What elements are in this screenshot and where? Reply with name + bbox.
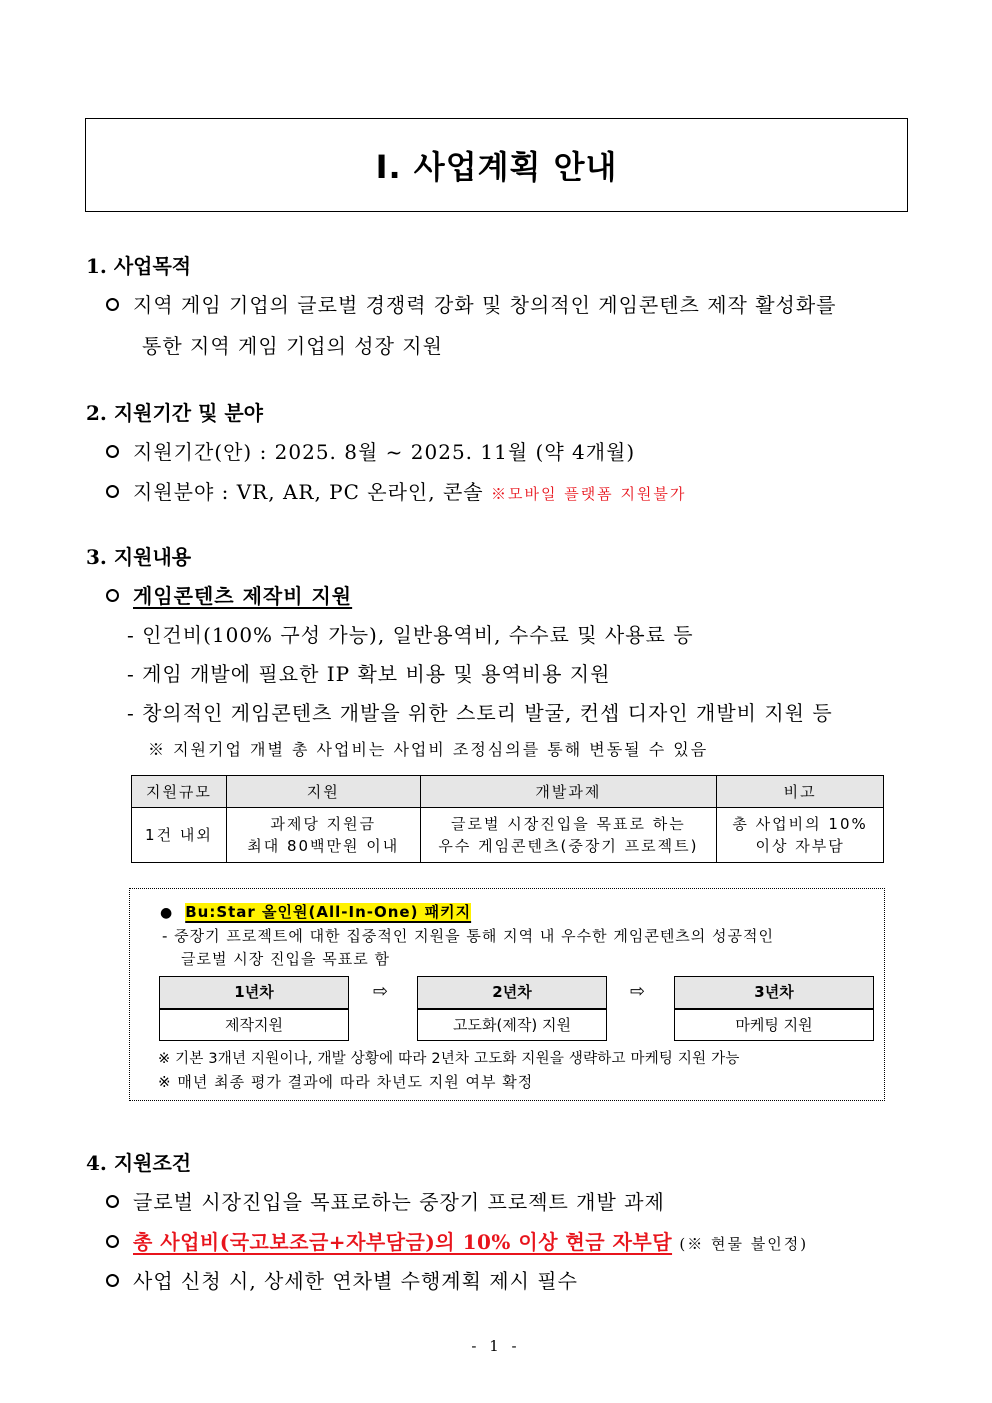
title-box — [85, 118, 908, 212]
right-arrow-icon: ⇨ — [373, 981, 389, 1002]
package-desc-2: 글로벌 시장 진입을 목표로 함 — [181, 950, 390, 968]
circle-bullet-icon — [106, 445, 119, 458]
in-kind-not-accepted-note: (※ 현물 불인정) — [679, 1235, 809, 1253]
condition-text-3: 사업 신청 시, 상세한 연차별 수행계획 제시 필수 — [133, 1269, 578, 1293]
section-3-heading: 3. 지원내용 — [86, 545, 192, 569]
table-cell — [226, 808, 420, 863]
condition-text-2: 총 사업비(국고보조금+자부담금)의 10% 이상 현금 자부담 — [133, 1230, 673, 1254]
table-header: 비고 — [717, 776, 884, 808]
condition-text-1: 글로벌 시장진입을 목표로하는 중장기 프로젝트 개발 과제 — [133, 1190, 665, 1214]
table-header: 개발과제 — [420, 776, 717, 808]
stage-2-label: 고도화(제작) 지원 — [417, 1009, 607, 1041]
circle-bullet-icon — [106, 298, 119, 311]
support-period-text: 지원기간(안) : 2025. 8월 ~ 2025. 11월 (약 4개월) — [133, 440, 636, 464]
table-row — [132, 808, 884, 863]
stage-2-year: 2년차 — [417, 976, 607, 1009]
cell-text: 총 사업비의 10% — [732, 815, 868, 833]
package-title-line — [160, 901, 471, 922]
dash-item-3: - 창의적인 게임콘텐츠 개발을 위한 스토리 발굴, 컨셉 디자인 개발비 지원 등 — [127, 701, 833, 725]
cell-text: 과제당 지원금 — [270, 815, 377, 833]
package-note-1: ※ 기본 3개년 지원이나, 개발 상황에 따라 2년차 고도화 지원을 생략하고 마케팅 지원 가능 — [158, 1051, 740, 1067]
package-desc-1: - 중장기 프로젝트에 대한 집중적인 지원을 통해 지역 내 우수한 게임콘텐츠의 성공적인 — [162, 927, 775, 945]
stage-1-year: 1년차 — [159, 976, 349, 1009]
cell-text: 우수 게임콘텐츠(중장기 프로젝트) — [438, 837, 699, 855]
condition-item-2 — [106, 1226, 808, 1255]
stage-3-year: 3년차 — [674, 976, 874, 1009]
dot-bullet-icon: ● — [160, 905, 174, 921]
support-period — [106, 436, 635, 465]
package-title: Bu:Star 올인원(All-In-One) 패키지 — [185, 903, 472, 921]
stage-3-label: 마케팅 지원 — [674, 1009, 874, 1041]
page-number: - 1 - — [471, 1337, 521, 1355]
cell-text: 1건 내외 — [145, 826, 213, 844]
support-table — [131, 775, 884, 863]
mobile-not-supported-note: ※모바일 플랫폼 지원불가 — [490, 485, 687, 503]
circle-bullet-icon — [106, 485, 119, 498]
circle-bullet-icon — [106, 1235, 119, 1248]
package-box — [129, 888, 885, 1101]
section-4-heading: 4. 지원조건 — [86, 1151, 192, 1175]
section-2-heading: 2. 지원기간 및 분야 — [86, 401, 264, 425]
support-field — [106, 476, 686, 505]
cell-text: 글로벌 시장진입을 목표로 하는 — [451, 815, 686, 833]
condition-item-3 — [106, 1265, 578, 1294]
table-cell — [717, 808, 884, 863]
subheading-text: 게임콘텐츠 제작비 지원 — [133, 584, 353, 608]
circle-bullet-icon — [106, 589, 119, 602]
stage-1-label: 제작지원 — [159, 1009, 349, 1041]
circle-bullet-icon — [106, 1274, 119, 1287]
table-header: 지원규모 — [132, 776, 227, 808]
table-header-row — [132, 776, 884, 808]
support-field-text: 지원분야 : VR, AR, PC 온라인, 콘솔 — [133, 480, 484, 504]
table-header: 지원 — [226, 776, 420, 808]
section-1-item — [106, 289, 837, 318]
circle-bullet-icon — [106, 1195, 119, 1208]
table-cell — [420, 808, 717, 863]
cell-text: 최대 80백만원 이내 — [247, 837, 400, 855]
condition-item-1 — [106, 1186, 665, 1215]
budget-note: ※ 지원기업 개별 총 사업비는 사업비 조정심의를 통해 변동될 수 있음 — [148, 740, 709, 759]
cell-text: 이상 자부담 — [755, 837, 845, 855]
production-cost-subheading — [106, 580, 352, 609]
section-1-text-line-2: 통한 지역 게임 기업의 성장 지원 — [142, 334, 443, 358]
page-title: Ⅰ. 사업계획 안내 — [375, 148, 618, 186]
dash-item-2: - 게임 개발에 필요한 IP 확보 비용 및 용역비용 지원 — [127, 662, 611, 686]
right-arrow-icon: ⇨ — [630, 981, 646, 1002]
section-1-heading: 1. 사업목적 — [86, 254, 192, 278]
dash-item-1: - 인건비(100% 구성 가능), 일반용역비, 수수료 및 사용료 등 — [127, 623, 694, 647]
section-1-text-line-1: 지역 게임 기업의 글로벌 경쟁력 강화 및 창의적인 게임콘텐츠 제작 활성화를 — [133, 293, 837, 317]
package-note-2: ※ 매년 최종 평가 결과에 따라 차년도 지원 여부 확정 — [158, 1073, 534, 1091]
table-cell — [132, 808, 227, 863]
